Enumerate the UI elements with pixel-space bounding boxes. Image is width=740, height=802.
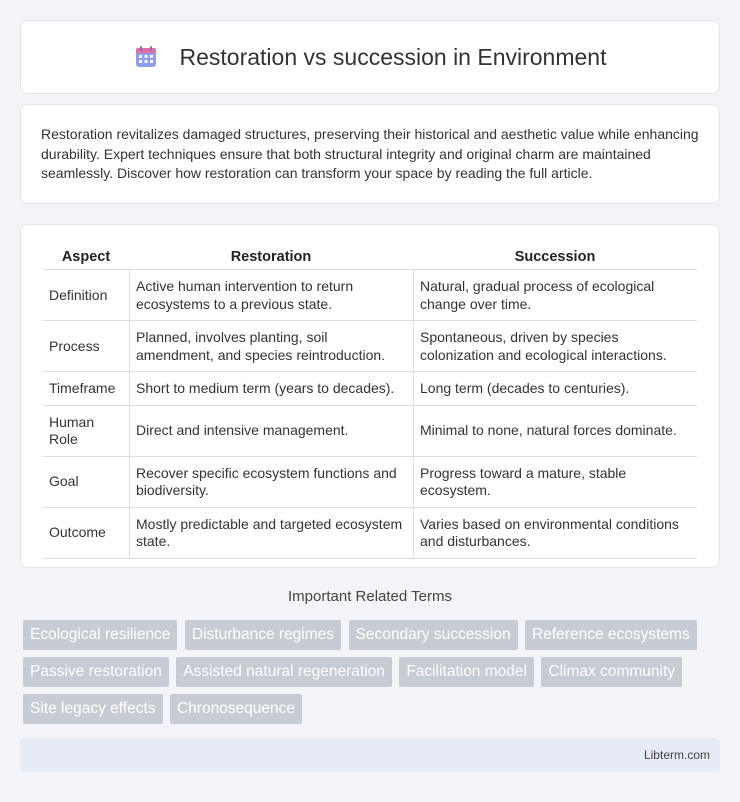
footer <box>20 738 720 772</box>
row-restoration: Short to medium term (years to decades). <box>129 372 413 406</box>
intro-card <box>20 104 720 204</box>
tag-disturbance-regimes[interactable]: Disturbance regimes <box>185 620 341 650</box>
row-succession: Spontaneous, driven by species colonization and ecological interactions. <box>413 321 697 372</box>
tag-facilitation-model[interactable]: Facilitation model <box>399 657 534 687</box>
table-row <box>43 372 697 406</box>
column-header-aspect: Aspect <box>43 245 129 270</box>
row-succession: Long term (decades to centuries). <box>413 372 697 406</box>
header-card <box>20 20 720 94</box>
row-restoration: Planned, involves planting, soil amendment, and species reintroduction. <box>129 321 413 372</box>
row-aspect: Outcome <box>43 508 129 559</box>
intro-text: Restoration revitalizes damaged structures, preserving their historical and aesthetic value while enhancing durability. Expert techniques ensure that both structural integrity and original charm are maintained seamlessly. Discover how restoration can transform your space by reading the full article. <box>41 126 699 181</box>
table-row <box>43 508 697 559</box>
table-row <box>43 321 697 372</box>
comparison-table-card <box>20 224 720 568</box>
row-aspect: Human Role <box>43 406 129 457</box>
tag-passive-restoration[interactable]: Passive restoration <box>23 657 169 687</box>
row-restoration: Direct and intensive management. <box>129 406 413 457</box>
row-succession: Natural, gradual process of ecological change over time. <box>413 270 697 321</box>
row-aspect: Goal <box>43 457 129 508</box>
calendar-icon <box>134 45 158 69</box>
tag-climax-community[interactable]: Climax community <box>541 657 682 687</box>
row-aspect: Definition <box>43 270 129 321</box>
tag-ecological-resilience[interactable]: Ecological resilience <box>23 620 177 650</box>
row-restoration: Active human intervention to return ecosystems to a previous state. <box>129 270 413 321</box>
related-terms-list <box>23 620 723 731</box>
tag-site-legacy-effects[interactable]: Site legacy effects <box>23 694 163 724</box>
tag-assisted-natural-regeneration[interactable]: Assisted natural regeneration <box>176 657 392 687</box>
column-header-succession: Succession <box>413 245 697 270</box>
comparison-table <box>43 245 697 559</box>
table-header-row <box>43 245 697 270</box>
row-succession: Minimal to none, natural forces dominate. <box>413 406 697 457</box>
row-restoration: Mostly predictable and targeted ecosystem state. <box>129 508 413 559</box>
row-succession: Progress toward a mature, stable ecosystem. <box>413 457 697 508</box>
table-row <box>43 270 697 321</box>
footer-brand-link[interactable]: Libterm.com <box>643 748 710 762</box>
row-aspect: Timeframe <box>43 372 129 406</box>
row-succession: Varies based on environmental conditions and disturbances. <box>413 508 697 559</box>
column-header-restoration: Restoration <box>129 245 413 270</box>
tag-secondary-succession[interactable]: Secondary succession <box>349 620 518 650</box>
related-terms-title: Important Related Terms <box>288 588 452 605</box>
table-row <box>43 457 697 508</box>
table-row <box>43 406 697 457</box>
tag-chronosequence[interactable]: Chronosequence <box>170 694 302 724</box>
tag-reference-ecosystems[interactable]: Reference ecosystems <box>525 620 697 650</box>
row-aspect: Process <box>43 321 129 372</box>
row-restoration: Recover specific ecosystem functions and biodiversity. <box>129 457 413 508</box>
page-title: Restoration vs succession in Environment <box>179 43 607 70</box>
